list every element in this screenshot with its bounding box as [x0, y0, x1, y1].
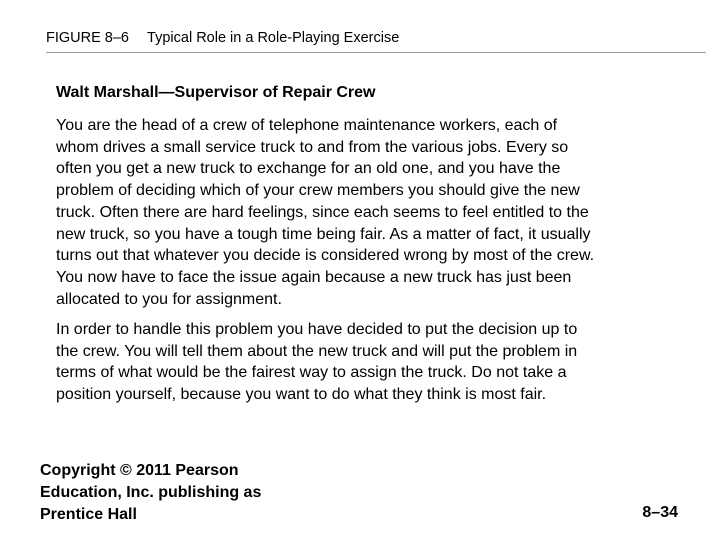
figure-label: FIGURE 8–6: [46, 30, 129, 46]
role-description-paragraph: You are the head of a crew of telephone maintenance workers, each of whom drives a small service truck to and from the various jobs. Every so often you get a new truck to exchange for an old one, and you have the problem of deciding which of your crew members you should give the new truck. Often there are hard feelings, since each seems to feel entitled to the new truck, so you have a tough time being fair. As a matter of fact, it usually turns out that whatever you decide is considered wrong by most of the crew. You now have to face the issue again because a new truck has just been allocated to you for assignment.: [56, 117, 595, 308]
figure-header: [46, 30, 706, 53]
role-instructions-paragraph: In order to handle this problem you have decided to put the decision up to the crew. You will tell them about the new truck and will put the problem in terms of what would be the fairest way to assign the truck. Do not take a position yourself, because you want to do what they think is most fair.: [56, 321, 578, 404]
figure-title: Typical Role in a Role-Playing Exercise: [147, 30, 400, 46]
role-title: Walt Marshall—Supervisor of Repair Crew: [56, 84, 376, 101]
copyright-notice: Copyright © 2011 Pearson Education, Inc. publishing as Prentice Hall: [40, 462, 262, 523]
slide-number: 8–34: [642, 504, 678, 521]
